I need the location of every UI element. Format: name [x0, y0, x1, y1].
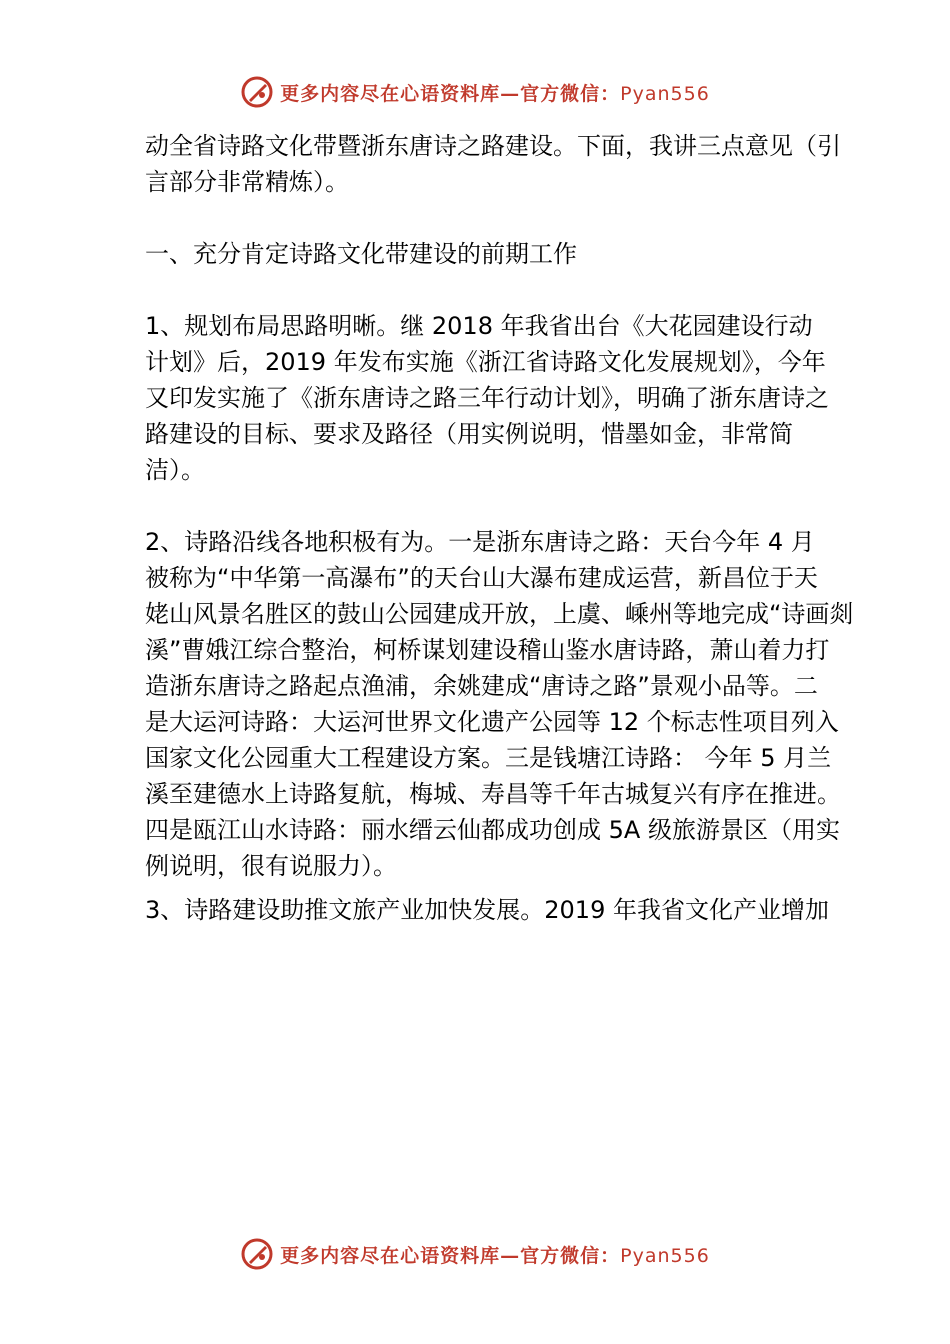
banner-text — [280, 1241, 710, 1268]
body-line: 洁）。 — [145, 456, 205, 484]
body-line: 溪”曹娥江综合整治，柯桥谋划建设稽山鉴水唐诗路，萧山着力打 — [145, 636, 830, 664]
body-line: 1、规划布局思路明晰。继 2018 年我省出台《大花园建设行动 — [145, 312, 813, 340]
banner-title: 更多内容尽在心语资料库—官方微信： — [280, 82, 621, 105]
body-line: 国家文化公园重大工程建设方案。三是钱塘江诗路： 今年 5 月兰 — [145, 744, 832, 772]
body-line: 2、诗路沿线各地积极有为。一是浙东唐诗之路：天台今年 4 月 — [145, 528, 815, 556]
document-body — [145, 128, 854, 928]
body-line: 路建设的目标、要求及路径（用实例说明，惜墨如金，非常简 — [145, 420, 793, 448]
body-line: 又印发实施了《浙东唐诗之路三年行动计划》，明确了浙东唐诗之 — [145, 384, 829, 412]
pen-circle-logo-icon — [240, 1237, 274, 1271]
body-line: 被称为“中华第一高瀑布”的天台山大瀑布建成运营，新昌位于天 — [145, 564, 818, 592]
body-line: 造浙东唐诗之路起点渔浦，余姚建成“唐诗之路”景观小品等。二 — [145, 672, 818, 700]
body-line: 计划》后，2019 年发布实施《浙江省诗路文化发展规划》，今年 — [145, 348, 826, 376]
banner-wechat-id: Pyan556 — [620, 1244, 710, 1267]
body-line: 动全省诗路文化带暨浙东唐诗之路建设。下面，我讲三点意见（引 — [145, 132, 841, 160]
body-line: 溪至建德水上诗路复航，梅城、寿昌等千年古城复兴有序在推进。 — [145, 780, 841, 808]
body-line: 言部分非常精炼）。 — [145, 168, 349, 196]
banner-wechat-id: Pyan556 — [620, 82, 710, 105]
banner-title: 更多内容尽在心语资料库—官方微信： — [280, 1244, 621, 1267]
body-line: 四是瓯江山水诗路：丽水缙云仙都成功创成 5A 级旅游景区（用实 — [145, 816, 840, 844]
body-line: 姥山风景名胜区的鼓山公园建成开放，上虞、嵊州等地完成“诗画剡 — [145, 600, 854, 628]
banner-text — [280, 79, 710, 106]
body-line: 例说明，很有说服力）。 — [145, 852, 397, 880]
body-line: 3、诗路建设助推文旅产业加快发展。2019 年我省文化产业增加 — [145, 896, 829, 924]
section-heading: 一、充分肯定诗路文化带建设的前期工作 — [145, 240, 577, 268]
body-line: 是大运河诗路：大运河世界文化遗产公园等 12 个标志性项目列入 — [145, 708, 839, 736]
footer-banner — [0, 1234, 950, 1274]
pen-circle-logo-icon — [240, 75, 274, 109]
header-banner — [0, 72, 950, 112]
